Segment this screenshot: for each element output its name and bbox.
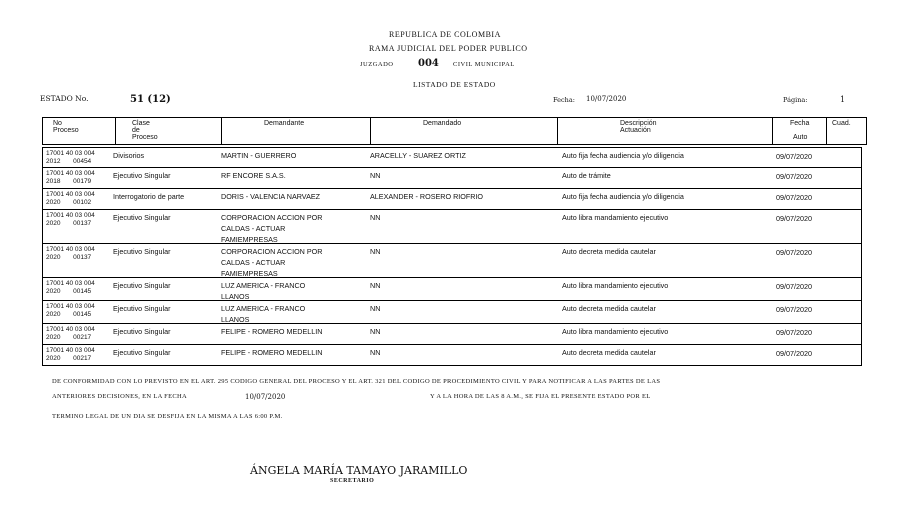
signer-name: ÁNGELA MARÍA TAMAYO JARAMILLO xyxy=(250,464,468,477)
cell-actuacion: Auto fija fecha audiencia y/o diligencia xyxy=(562,151,684,160)
header-republica: REPUBLICA DE COLOMBIA xyxy=(389,30,501,39)
cell-demandado: NN xyxy=(370,327,381,336)
table-row xyxy=(42,147,862,168)
cell-fecha: 09/07/2020 xyxy=(776,349,812,358)
estado-label: ESTADO No. xyxy=(40,94,89,103)
col-demandado: Demandado xyxy=(423,120,462,127)
cell-clase: Ejecutivo Singular xyxy=(113,171,171,180)
cell-fecha: 09/07/2020 xyxy=(776,282,812,291)
cell-proceso: 17001 40 03 004 2012 00454 xyxy=(46,150,95,165)
col-fecha: Fecha xyxy=(790,120,810,127)
cell-demandante: FELIPE - ROMERO MEDELLIN xyxy=(221,327,323,336)
cell-fecha: 09/07/2020 xyxy=(776,328,812,337)
cell-actuacion: Auto decreta medida cautelar xyxy=(562,348,656,357)
footer-para2-date: 10/07/2020 xyxy=(245,393,286,401)
cell-proceso: 17001 40 03 004 2020 00217 xyxy=(46,326,95,341)
cell-clase: Ejecutivo Singular xyxy=(113,327,171,336)
cell-demandado: NN xyxy=(370,247,381,256)
footer-para1: DE CONFORMIDAD CON LO PREVISTO EN EL ART. 295 CODIGO GENERAL DEL PROCESO Y EL ART. 321 DEL CODIGO DE PROCEDIMIENTO CIVIL Y PARA NOTIFICAR A LAS PARTES DE LAS xyxy=(52,378,661,385)
cell-demandante: MARTIN - GUERRERO xyxy=(221,151,297,160)
cell-actuacion: Auto de trámite xyxy=(562,171,611,180)
table-row xyxy=(42,278,862,301)
table-row xyxy=(42,244,862,278)
table-row xyxy=(42,301,862,324)
estado-number: 51 (12) xyxy=(130,94,171,105)
cell-demandado: NN xyxy=(370,171,381,180)
cell-demandante: CORPORACION ACCION POR CALDAS - ACTUAR FAMIEMPRESAS xyxy=(221,213,323,244)
footer-para2-start: ANTERIORES DECISIONES, EN LA FECHA xyxy=(52,393,187,400)
signer-role: SECRETARIO xyxy=(330,478,375,484)
cell-demandante: CORPORACION ACCION POR CALDAS - ACTUAR FAMIEMPRESAS xyxy=(221,247,323,278)
col-proceso: No Proceso xyxy=(53,120,79,134)
cell-actuacion: Auto fija fecha audiencia y/o diligencia xyxy=(562,192,684,201)
cell-demandante: LUZ AMERICA - FRANCO LLANOS xyxy=(221,281,306,301)
cell-actuacion: Auto libra mandamiento ejecutivo xyxy=(562,213,669,222)
cell-demandante: DORIS - VALENCIA NARVAEZ xyxy=(221,192,321,201)
cell-clase: Ejecutivo Singular xyxy=(113,348,171,357)
header-rama: RAMA JUDICIAL DEL PODER PUBLICO xyxy=(369,44,528,53)
cell-demandado: NN xyxy=(370,304,381,313)
cell-actuacion: Auto libra mandamiento ejecutivo xyxy=(562,327,669,336)
cell-clase: Ejecutivo Singular xyxy=(113,247,171,256)
table-body xyxy=(42,147,862,366)
table-row xyxy=(42,168,862,189)
table-row xyxy=(42,210,862,244)
cell-fecha: 09/07/2020 xyxy=(776,305,812,314)
table-header xyxy=(42,117,867,145)
juzgado-number: 004 xyxy=(418,58,439,69)
juzgado-label: JUZGADO xyxy=(360,61,394,68)
col-actuacion: Descripción Actuación xyxy=(620,120,657,134)
cell-proceso: 17001 40 03 004 2020 00217 xyxy=(46,347,95,362)
cell-demandado: NN xyxy=(370,348,381,357)
cell-proceso: 17001 40 03 004 2020 00145 xyxy=(46,280,95,295)
cell-demandante: LUZ AMERICA - FRANCO LLANOS xyxy=(221,304,306,324)
listado-title: LISTADO DE ESTADO xyxy=(413,80,496,89)
col-demandante: Demandante xyxy=(264,120,305,127)
cell-demandado: NN xyxy=(370,281,381,290)
cell-proceso: 17001 40 03 004 2020 00145 xyxy=(46,303,95,318)
table-row xyxy=(42,324,862,345)
footer-para2-end: Y A LA HORA DE LAS 8 A.M., SE FIJA EL PRESENTE ESTADO POR EL xyxy=(430,393,651,400)
col-cuad: Cuad. xyxy=(832,120,851,127)
footer-para3: TERMINO LEGAL DE UN DIA SE DESFIJA EN LA MISMA A LAS 6:00 P.M. xyxy=(52,413,283,420)
cell-fecha: 09/07/2020 xyxy=(776,172,812,181)
pagina-label: Página: xyxy=(783,96,808,104)
cell-fecha: 09/07/2020 xyxy=(776,248,812,257)
col-clase: Clase de Proceso xyxy=(132,120,158,141)
cell-demandado: NN xyxy=(370,213,381,222)
cell-fecha: 09/07/2020 xyxy=(776,152,812,161)
cell-proceso: 17001 40 03 004 2020 00137 xyxy=(46,246,95,261)
juzgado-tipo: CIVIL MUNICIPAL xyxy=(453,61,515,68)
cell-clase: Ejecutivo Singular xyxy=(113,281,171,290)
fecha-value: 10/07/2020 xyxy=(586,95,627,103)
cell-demandado: ARACELLY - SUAREZ ORTIZ xyxy=(370,151,466,160)
cell-actuacion: Auto decreta medida cautelar xyxy=(562,304,656,313)
cell-proceso: 17001 40 03 004 2018 00179 xyxy=(46,170,95,185)
table-row xyxy=(42,345,862,366)
col-fecha-auto: Auto xyxy=(793,134,808,141)
cell-actuacion: Auto decreta medida cautelar xyxy=(562,247,656,256)
cell-clase: Ejecutivo Singular xyxy=(113,213,171,222)
cell-clase: Divisorios xyxy=(113,151,145,160)
fecha-label: Fecha: xyxy=(553,96,575,104)
cell-demandante: RF ENCORE S.A.S. xyxy=(221,171,286,180)
cell-fecha: 09/07/2020 xyxy=(776,214,812,223)
cell-clase: Interrogatorio de parte xyxy=(113,192,185,201)
cell-demandante: FELIPE - ROMERO MEDELLIN xyxy=(221,348,323,357)
cell-fecha: 09/07/2020 xyxy=(776,193,812,202)
table-row xyxy=(42,189,862,210)
cell-actuacion: Auto libra mandamiento ejecutivo xyxy=(562,281,669,290)
cell-proceso: 17001 40 03 004 2020 00102 xyxy=(46,191,95,206)
cell-proceso: 17001 40 03 004 2020 00137 xyxy=(46,212,95,227)
cell-demandado: ALEXANDER - ROSERO RIOFRIO xyxy=(370,192,484,201)
cell-clase: Ejecutivo Singular xyxy=(113,304,171,313)
pagina-value: 1 xyxy=(840,95,846,104)
